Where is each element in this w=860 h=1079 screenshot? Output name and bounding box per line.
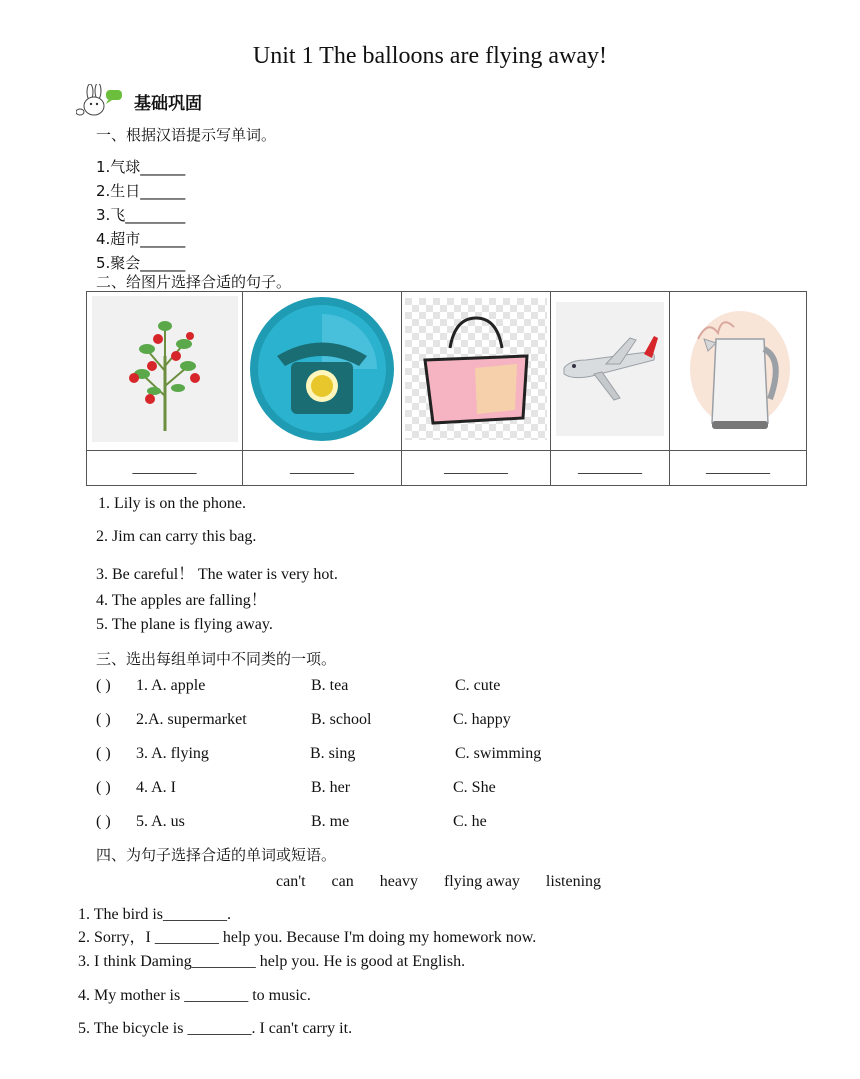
part4-sentence: 1. The bird is________. bbox=[78, 906, 232, 923]
word-bank-item: can bbox=[331, 873, 354, 890]
answer-blank-5[interactable]: ________ bbox=[670, 451, 807, 486]
part3-option-b: B. sing bbox=[310, 745, 356, 762]
part3-option-a: 2.A. supermarket bbox=[136, 711, 247, 728]
part3-heading: 三、选出每组单词中不同类的一项。 bbox=[96, 650, 337, 668]
word-bank bbox=[276, 873, 623, 891]
part3-option-a: 4. A. I bbox=[136, 779, 176, 796]
picture-cell-1 bbox=[87, 292, 243, 451]
airplane-icon bbox=[556, 302, 664, 436]
part2-sentence: 1. Lily is on the phone. bbox=[98, 495, 246, 512]
part1-item: 5.聚会______ bbox=[96, 254, 186, 272]
part2-sentence: 4. The apples are falling！ bbox=[96, 592, 267, 609]
section-label: 基础巩固 bbox=[134, 93, 202, 114]
picture-cell-3 bbox=[402, 292, 551, 451]
part3-paren[interactable]: ( ) bbox=[96, 779, 111, 796]
part3-option-c: C. She bbox=[453, 779, 496, 796]
part3-paren[interactable]: ( ) bbox=[96, 711, 111, 728]
part3-option-b: B. her bbox=[311, 779, 351, 796]
part3-option-a: 3. A. flying bbox=[136, 745, 209, 762]
part3-option-b: B. tea bbox=[311, 677, 349, 694]
part3-paren[interactable]: ( ) bbox=[96, 745, 111, 762]
kettle-icon bbox=[678, 299, 798, 439]
part2-sentence: 3. Be careful！ The water is very hot. bbox=[96, 566, 338, 583]
part3-option-c: C. he bbox=[453, 813, 487, 830]
part1-heading: 一、根据汉语提示写单词。 bbox=[96, 126, 277, 144]
picture-cell-4 bbox=[551, 292, 670, 451]
answer-blank-4[interactable]: ________ bbox=[551, 451, 670, 486]
word-bank-item: listening bbox=[545, 873, 602, 890]
part3-paren[interactable]: ( ) bbox=[96, 813, 111, 830]
section-header bbox=[76, 84, 202, 118]
part3-option-b: B. school bbox=[311, 711, 372, 728]
picture-cell-2 bbox=[243, 292, 402, 451]
answer-blank-1[interactable]: ________ bbox=[87, 451, 243, 486]
part2-sentence: 5. The plane is flying away. bbox=[96, 616, 273, 633]
page-title: Unit 1 The balloons are flying away! bbox=[252, 43, 608, 69]
part1-item: 1.气球______ bbox=[96, 158, 186, 176]
part2-sentence: 2. Jim can carry this bag. bbox=[96, 528, 257, 545]
part2-heading: 二、给图片选择合适的句子。 bbox=[96, 273, 292, 291]
part4-heading: 四、为句子选择合适的单词或短语。 bbox=[96, 846, 337, 864]
part4-sentence: 2. Sorry，I ________ help you. Because I'm doing my homework now. bbox=[78, 929, 537, 946]
part3-option-c: C. cute bbox=[455, 677, 501, 694]
bag-icon bbox=[405, 298, 547, 440]
answer-blank-3[interactable]: ________ bbox=[402, 451, 551, 486]
word-bank-item: can't bbox=[276, 873, 306, 890]
word-bank-item: flying away bbox=[443, 873, 520, 890]
bunny-mascot-icon bbox=[76, 84, 126, 118]
part1-item: 3.飞________ bbox=[96, 206, 186, 224]
part4-sentence: 5. The bicycle is ________. I can't carry it. bbox=[78, 1020, 353, 1037]
part4-sentence: 3. I think Daming________ help you. He is good at English. bbox=[78, 953, 466, 970]
part3-option-a: 1. A. apple bbox=[136, 677, 206, 694]
part3-option-a: 5. A. us bbox=[136, 813, 185, 830]
part3-option-c: C. swimming bbox=[455, 745, 542, 762]
part3-option-b: B. me bbox=[311, 813, 350, 830]
answer-blank-2[interactable]: ________ bbox=[243, 451, 402, 486]
picture-table bbox=[86, 291, 807, 486]
word-bank-item: heavy bbox=[379, 873, 418, 890]
part1-item: 2.生日______ bbox=[96, 182, 186, 200]
part1-item: 4.超市______ bbox=[96, 230, 186, 248]
telephone-icon bbox=[247, 294, 397, 444]
apple-tree-icon bbox=[92, 296, 238, 442]
part3-option-c: C. happy bbox=[453, 711, 511, 728]
part4-sentence: 4. My mother is ________ to music. bbox=[78, 987, 311, 1004]
part3-paren[interactable]: ( ) bbox=[96, 677, 111, 694]
picture-cell-5 bbox=[670, 292, 807, 451]
